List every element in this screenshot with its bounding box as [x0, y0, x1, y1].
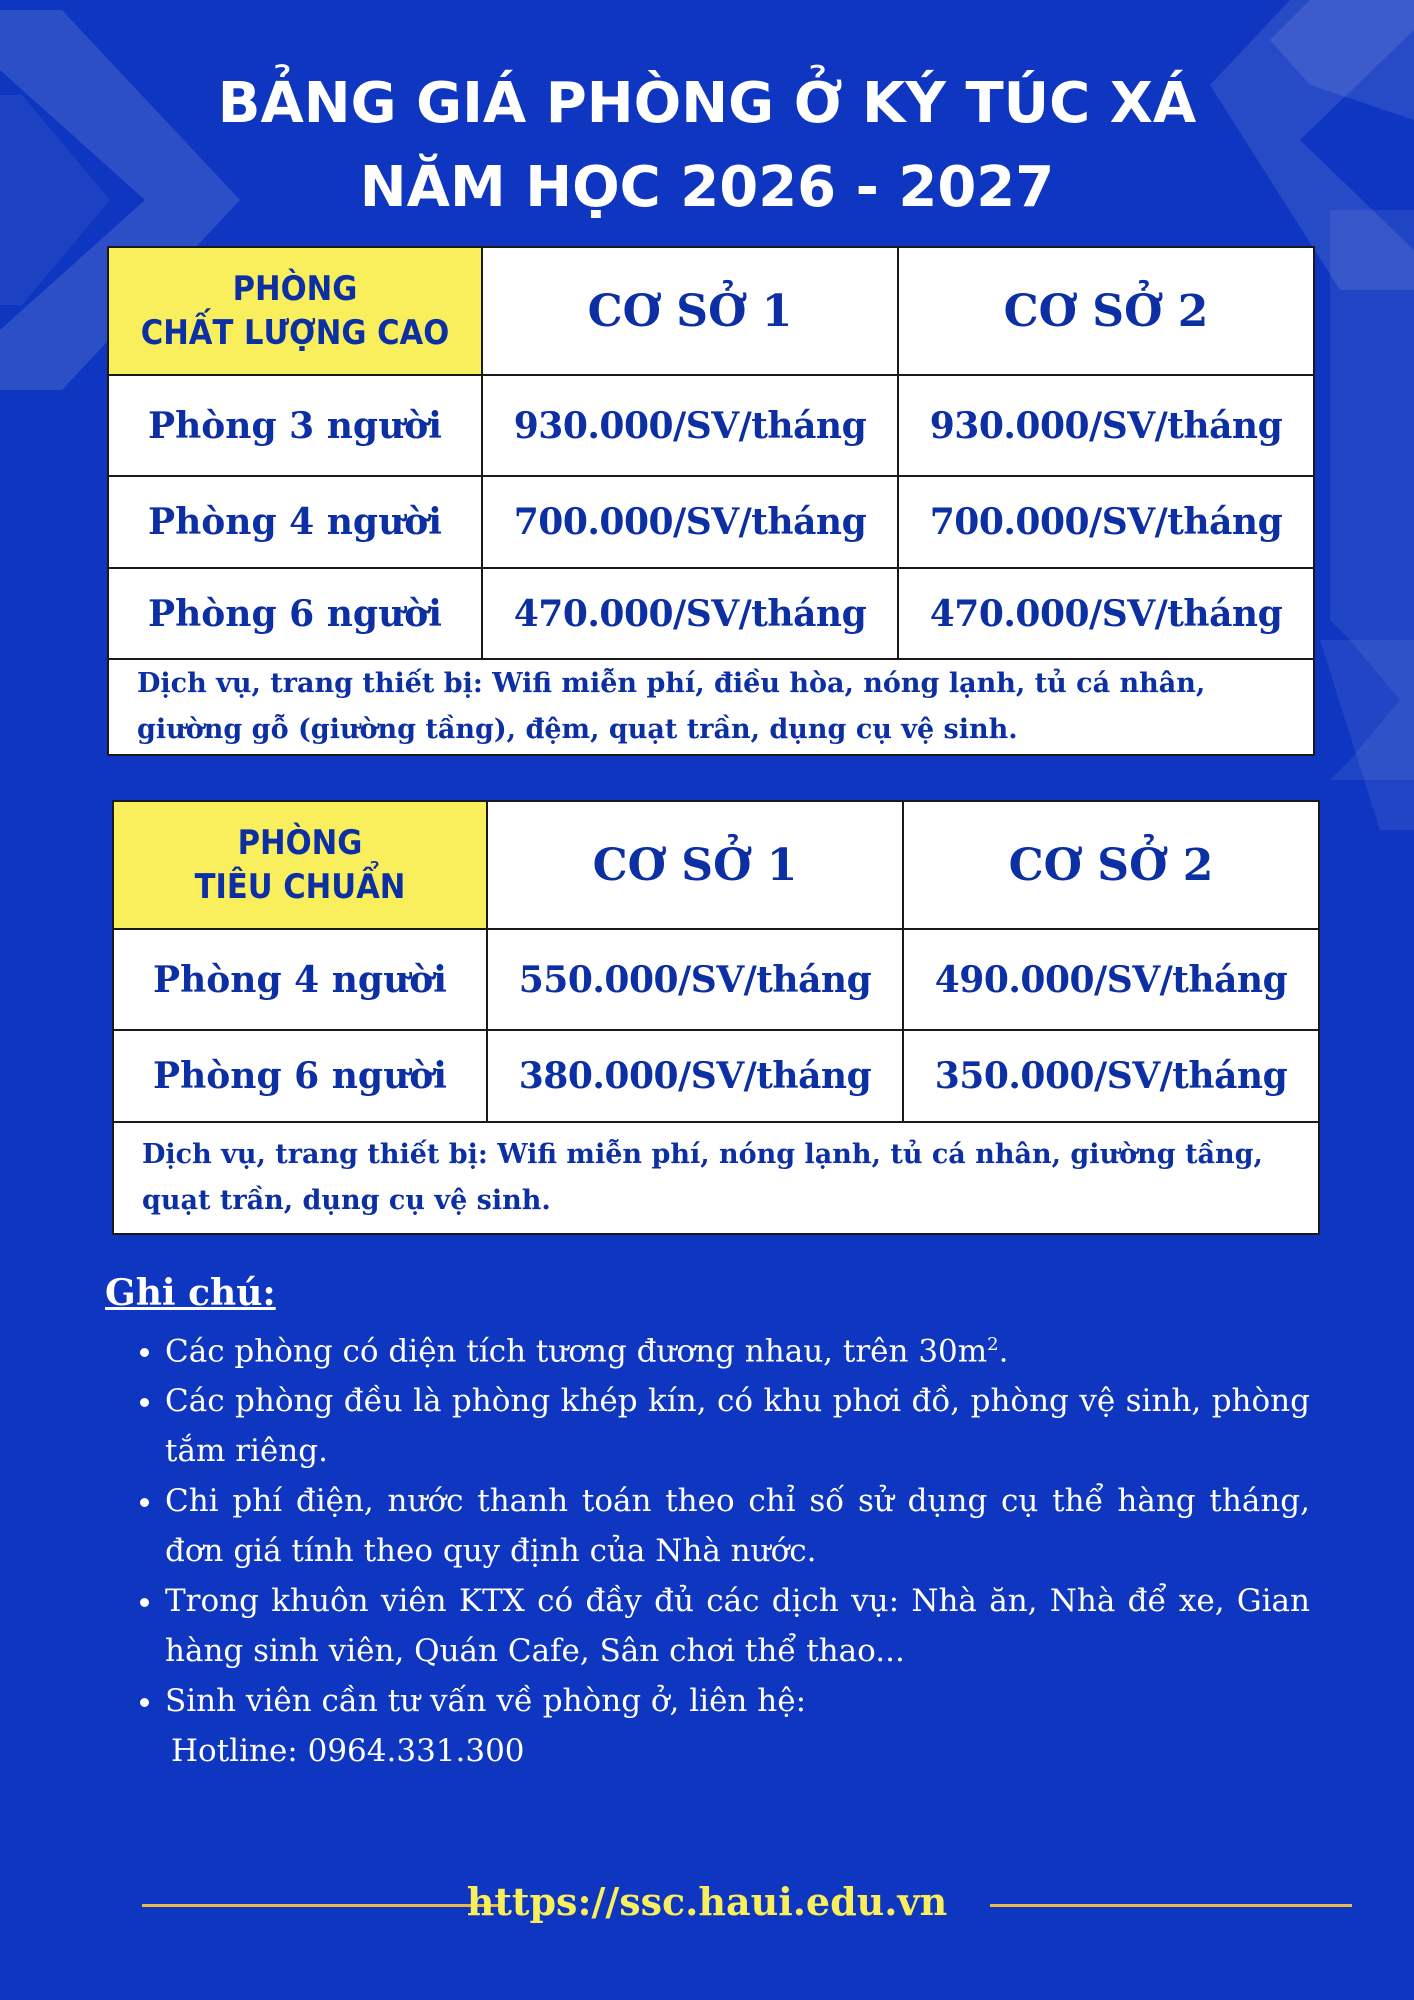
campus-2-price: 930.000/SV/tháng: [898, 375, 1314, 476]
title-line-1: BẢNG GIÁ PHÒNG Ở KÝ TÚC XÁ: [217, 71, 1197, 136]
website-link[interactable]: https://ssc.haui.edu.vn: [466, 1879, 948, 1924]
note-contact-text: Sinh viên cần tư vấn về phòng ở, liên hệ:: [165, 1683, 807, 1720]
table-row: [113, 1030, 1319, 1122]
room-size: Phòng 6 người: [113, 1030, 487, 1122]
campus-1-price: 700.000/SV/tháng: [482, 476, 898, 568]
table-row: [108, 568, 1314, 659]
room-size: Phòng 4 người: [113, 929, 487, 1030]
services-row: [108, 659, 1314, 755]
campus-2-price: 490.000/SV/tháng: [903, 929, 1319, 1030]
notes-section: [105, 1272, 1310, 1776]
notes-list: [105, 1320, 1310, 1776]
room-type-label-line-2: TIÊU CHUẨN: [194, 867, 406, 907]
room-type-label: [113, 801, 487, 929]
room-type-label-line-1: PHÒNG: [232, 269, 358, 309]
campus-2-header: CƠ SỞ 2: [898, 247, 1314, 375]
note-area-end: .: [998, 1333, 1009, 1370]
campus-1-price: 930.000/SV/tháng: [482, 375, 898, 476]
price-table-high-quality: [107, 246, 1315, 756]
notes-title: Ghi chú:: [105, 1272, 276, 1314]
room-type-label-line-2: CHẤT LƯỢNG CAO: [140, 313, 450, 353]
table-row: [113, 929, 1319, 1030]
table-row: [108, 375, 1314, 476]
list-item: • Các phòng đều là phòng khép kín, có khu phơi đồ, phòng vệ sinh, phòng tắm riêng.: [165, 1376, 1310, 1476]
room-size: Phòng 6 người: [108, 568, 482, 659]
table-row: [108, 476, 1314, 568]
services-row: [113, 1122, 1319, 1234]
room-size: Phòng 4 người: [108, 476, 482, 568]
footer: [0, 1868, 1414, 1928]
campus-2-price: 700.000/SV/tháng: [898, 476, 1314, 568]
campus-1-header: CƠ SỞ 1: [487, 801, 903, 929]
hotline-number: Hotline: 0964.331.300: [171, 1733, 525, 1770]
campus-2-price: 350.000/SV/tháng: [903, 1030, 1319, 1122]
title-line-2: NĂM HỌC 2026 - 2027: [359, 155, 1055, 220]
campus-1-price: 380.000/SV/tháng: [487, 1030, 903, 1122]
list-item: [165, 1676, 1310, 1776]
services-text: Dịch vụ, trang thiết bị: Wifi miễn phí, nóng lạnh, tủ cá nhân, giường tầng, quạt trần, dụng cụ vệ sinh.: [113, 1122, 1319, 1234]
room-type-label: [108, 247, 482, 375]
price-table-standard: [112, 800, 1320, 1235]
note-area-text: Các phòng có diện tích tương đương nhau, trên 30m: [165, 1333, 988, 1370]
list-item: • Trong khuôn viên KTX có đầy đủ các dịch vụ: Nhà ăn, Nhà để xe, Gian hàng sinh viên, Quán Cafe, Sân chơi thể thao...: [165, 1576, 1310, 1676]
room-size: Phòng 3 người: [108, 375, 482, 476]
services-text: Dịch vụ, trang thiết bị: Wifi miễn phí, điều hòa, nóng lạnh, tủ cá nhân, giường gỗ (giường tầng), đệm, quạt trần, dụng cụ vệ sinh.: [108, 659, 1314, 755]
campus-2-header: CƠ SỞ 2: [903, 801, 1319, 929]
campus-1-price: 550.000/SV/tháng: [487, 929, 903, 1030]
list-item: [165, 1320, 1310, 1376]
table-header-row: [113, 801, 1319, 929]
table-header-row: [108, 247, 1314, 375]
list-item: • Chi phí điện, nước thanh toán theo chỉ số sử dụng cụ thể hàng tháng, đơn giá tính theo quy định của Nhà nước.: [165, 1476, 1310, 1576]
room-type-label-line-1: PHÒNG: [237, 823, 363, 863]
note-area-superscript: 2: [987, 1334, 999, 1355]
campus-1-header: CƠ SỞ 1: [482, 247, 898, 375]
page-title: [0, 62, 1414, 230]
campus-1-price: 470.000/SV/tháng: [482, 568, 898, 659]
campus-2-price: 470.000/SV/tháng: [898, 568, 1314, 659]
